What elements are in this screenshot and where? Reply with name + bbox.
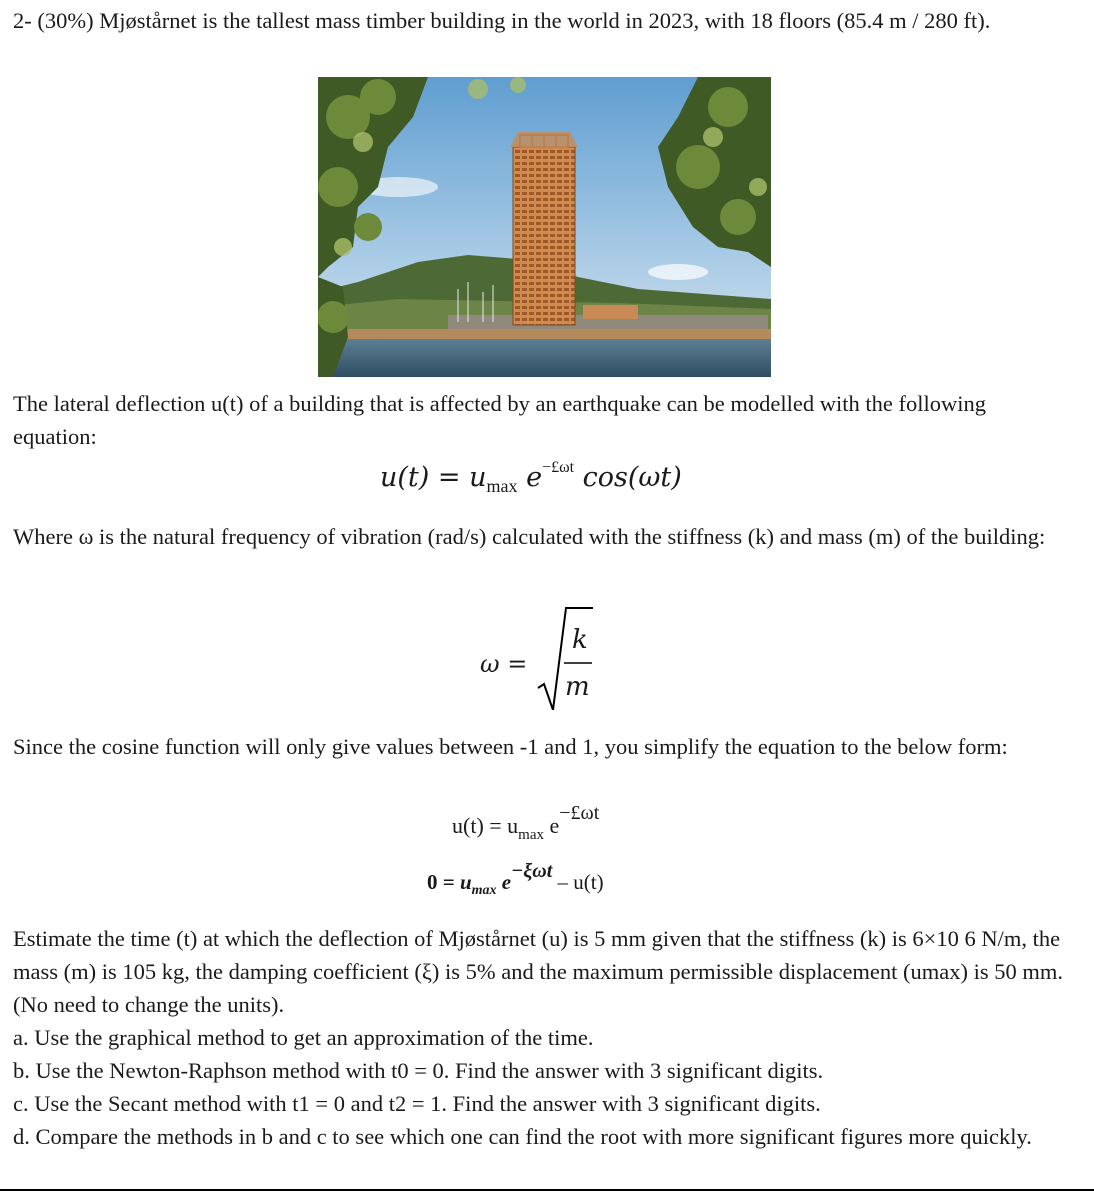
task-b: b. Use the Newton-Raphson method with t0 = 0. Find the answer with 3 significant digits. (13, 1058, 824, 1083)
task-a: a. Use the graphical method to get an approximation of the time. (13, 1025, 594, 1050)
omega-lhs: ω = (480, 650, 528, 678)
eq4-exponent: −ξωt (511, 860, 553, 882)
estimate-paragraph: Estimate the time (t) at which the deflection of Mjøstårnet (u) is 5 mm given that the stiffness (k) is 6×10 6 N/m, the mass (m) is 105 kg, the damping coefficient (ξ) is 5% and the maximum permissible displacement (umax) is 50 mm. (No need to change the units). (13, 926, 1064, 1017)
eq3-lhs: u(t) = u (452, 813, 519, 838)
eq4-lhs: 0 = (427, 870, 460, 894)
eq3-sub: max (518, 827, 544, 843)
eq1-tail: cos(ωt) (574, 462, 682, 493)
eq3-e: e (544, 813, 560, 838)
cosine-paragraph: Since the cosine function will only give values between -1 and 1, you simplify the equation to the below form: (13, 734, 1008, 759)
estimate-block (13, 922, 1083, 1153)
eq1-exponent: −£ωt (542, 459, 575, 476)
eq4-e: e (496, 870, 512, 894)
deflection-equation (380, 459, 682, 496)
sqrt-symbol (480, 600, 610, 710)
eq4-sub: max (471, 883, 497, 898)
frequency-paragraph: Where ω is the natural frequency of vibration (rad/s) calculated with the stiffness (k) and mass (m) of the building: (13, 524, 1046, 549)
fraction-denominator: m (565, 672, 590, 702)
question-heading: 2- (30%) Mjøstårnet is the tallest mass timber building in the world in 2023, with 18 floors (85.4 m / 280 ft). (13, 8, 991, 33)
task-d: d. Compare the methods in b and c to see which one can find the root with more significant figures more quickly. (13, 1124, 1032, 1149)
root-equation (427, 860, 604, 898)
eq3-exponent: −£ωt (559, 802, 600, 824)
building-photo (318, 77, 771, 377)
omega-equation (480, 600, 610, 710)
eq1-e: e (517, 462, 543, 493)
eq4-u: u (459, 870, 472, 894)
simplified-equation (452, 802, 600, 843)
eq4-tail: – u(t) (552, 870, 604, 894)
eq1-u: u (469, 462, 487, 493)
eq1-sub: max (486, 476, 518, 496)
deflection-paragraph: The lateral deflection u(t) of a building that is affected by an earthquake can be modelled with the following equation: (13, 391, 986, 449)
task-c: c. Use the Secant method with t1 = 0 and t2 = 1. Find the answer with 3 significant digits. (13, 1091, 821, 1116)
bottom-border (0, 1189, 1094, 1191)
eq1-lhs: u(t) = (380, 462, 470, 493)
fraction-numerator: k (572, 625, 588, 655)
